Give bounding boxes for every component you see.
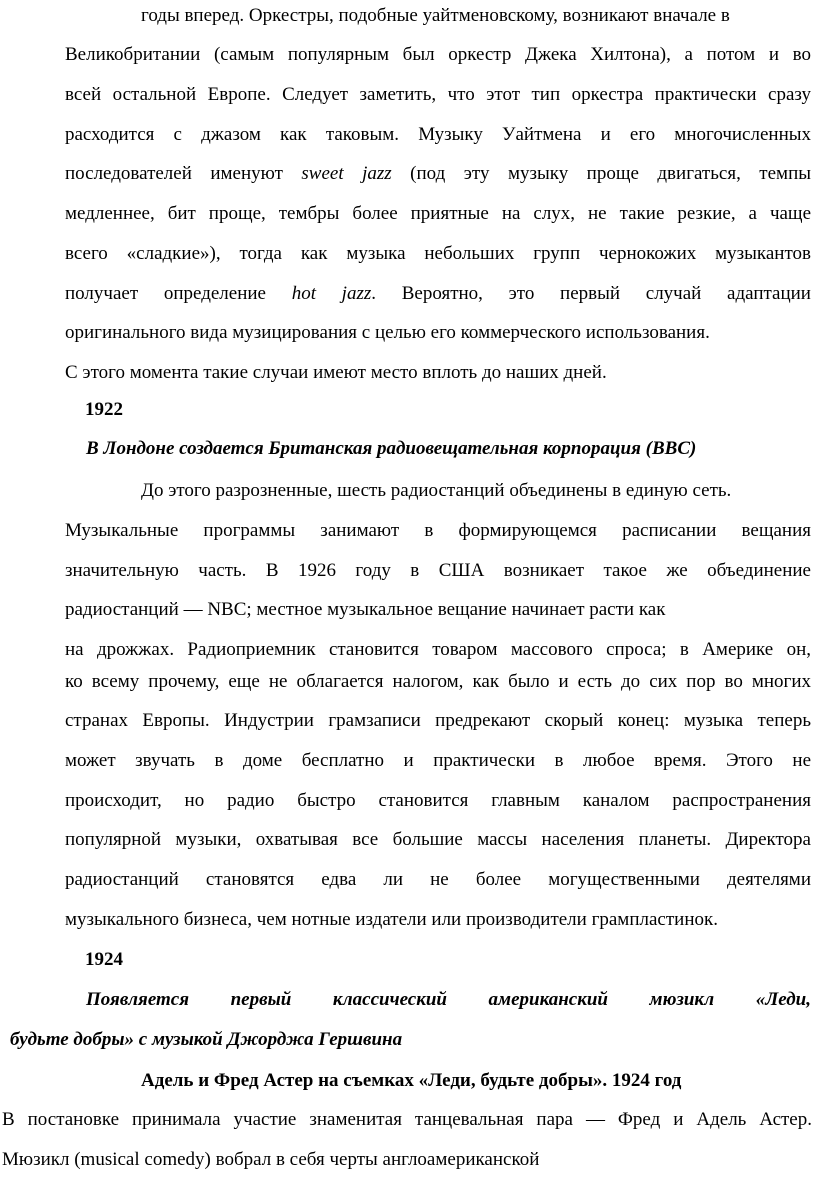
paragraph-1-line-2: Великобритании (самым популярным был оркестр Джека Хилтона), а потом и во: [65, 44, 811, 65]
paragraph-2-line-11: радиостанций становятся едва ли не более могущественными деятелями: [65, 869, 811, 890]
paragraph-2-line-8: может звучать в доме бесплатно и практически в любое время. Этого не: [65, 750, 811, 771]
paragraph-2-line-3: значительную часть. В 1926 году в США возникает такое же объединение: [65, 560, 811, 581]
heading-1924-line-2: будьте добры» с музыкой Джорджа Гершвина: [10, 1029, 403, 1050]
photo-caption: Адель и Фред Астер на съемках «Леди, будьте добры». 1924 год: [141, 1070, 682, 1091]
paragraph-2-line-7: странах Европы. Индустрии грамзаписи предрекают скорый конец: музыка теперь: [65, 710, 811, 731]
paragraph-1-line-1: годы вперед. Оркестры, подобные уайтменовскому, возникают вначале в: [141, 5, 730, 26]
paragraph-1-line-3: всей остальной Европе. Следует заметить, что этот тип оркестра практически сразу: [65, 84, 811, 105]
year-1924: 1924: [85, 949, 123, 970]
paragraph-2-line-4: радиостанций — NBC; местное музыкальное вещание начинает расти как: [65, 599, 666, 620]
paragraph-2-line-5: на дрожжах. Радиоприемник становится товаром массового спроса; в Америке он,: [65, 639, 811, 660]
paragraph-1-line-5: последователей именуют sweet jazz (под эту музыку проще двигаться, темпы: [65, 163, 812, 184]
paragraph-1-line-10: С этого момента такие случаи имеют место вплоть до наших дней.: [65, 362, 607, 383]
heading-1924-line-1: Появляется первый классический американский мюзикл «Леди,: [86, 989, 811, 1010]
term-hot-jazz: hot jazz: [291, 283, 372, 304]
heading-1922: В Лондоне создается Британская радиовещательная корпорация (BBC): [86, 438, 697, 459]
paragraph-2-line-12: музыкального бизнеса, чем нотные издатели или производители грампластинок.: [65, 909, 718, 930]
paragraph-2-line-9: происходит, но радио быстро становится главным каналом распространения: [65, 790, 811, 811]
term-sweet-jazz: sweet jazz: [301, 163, 392, 184]
paragraph-1-line-9: оригинального вида музицирования с целью его коммерческого использования.: [65, 322, 710, 343]
year-1922: 1922: [85, 399, 123, 420]
paragraph-2-line-10: популярной музыки, охватывая все большие массы населения планеты. Директора: [65, 829, 811, 850]
paragraph-1-line-4: расходится с джазом как таковым. Музыку Уайтмена и его многочисленных: [65, 124, 811, 145]
paragraph-3-line-1: В постановке принимала участие знаменитая танцевальная пара — Фред и Адель Астер.: [2, 1109, 812, 1130]
paragraph-2-line-6: ко всему прочему, еще не облагается налогом, как было и есть до сих пор во многих: [65, 671, 811, 692]
paragraph-1-line-7: всего «сладкие»), тогда как музыка небольших групп чернокожих музыкантов: [65, 243, 811, 264]
paragraph-1-line-6: медленнее, бит проще, тембры более приятные на слух, не такие резкие, а чаще: [65, 203, 811, 224]
paragraph-2-line-2: Музыкальные программы занимают в формирующемся расписании вещания: [65, 520, 811, 541]
paragraph-2-line-1: До этого разрозненные, шесть радиостанций объединены в единую сеть.: [141, 480, 732, 501]
paragraph-3-line-2: Мюзикл (musical comedy) вобрал в себя черты англоамериканской: [2, 1149, 540, 1170]
paragraph-1-line-8: получает определение hot jazz. Вероятно, это первый случай адаптации: [65, 283, 811, 304]
